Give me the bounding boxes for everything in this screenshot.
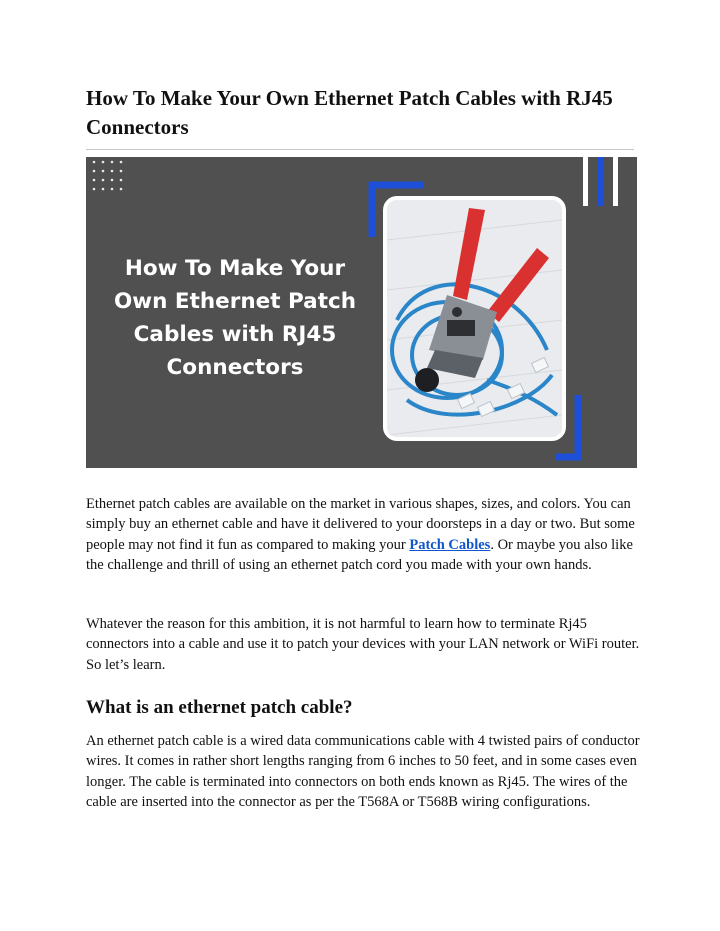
patch-cables-link[interactable]: Patch Cables — [409, 536, 491, 553]
reason-paragraph: Whatever the reason for this ambition, it is not harmful to learn how to terminate Rj45 connectors into a cable and use it to patch your devices with your LAN network or WiFi router. So let’s learn. — [86, 616, 640, 673]
vertical-bars-decoration — [582, 157, 632, 209]
hero-banner-image — [86, 157, 637, 468]
intro-text-before-link: Ethernet patch cables are available on the market in various shapes, sizes, and colors. You can simply buy an ethernet cable and have it delivered to your doorsteps in a day or two. But some people may not find it fun as compared to making your — [86, 496, 635, 553]
crimping-tool-photo — [383, 196, 566, 441]
dot-grid-decoration — [86, 157, 146, 197]
intro-text-after-link: . Or maybe you also like the challenge and thrill of using an ethernet patch cord you made with your own hands. — [86, 536, 633, 573]
section-heading: What is an ethernet patch cable? — [86, 697, 353, 718]
article-title: How To Make Your Own Ethernet Patch Cables with RJ45 Connectors — [86, 86, 613, 139]
banner-title: How To Make Your Own Ethernet Patch Cables with RJ45 Connectors — [113, 256, 357, 380]
intro-paragraph — [86, 494, 642, 575]
title-divider — [86, 149, 634, 150]
crimping-tool-illustration — [387, 200, 562, 437]
section-body-paragraph: An ethernet patch cable is a wired data communications cable with 4 twisted pairs of conductor wires. It comes in rather short lengths ranging from 6 inches to 50 feet, and in some cases even longer. The cable is terminated into connectors on both ends known as Rj45. The wires of the cable are inserted into the connector as per the T568A or T568B wiring configurations. — [86, 733, 640, 810]
